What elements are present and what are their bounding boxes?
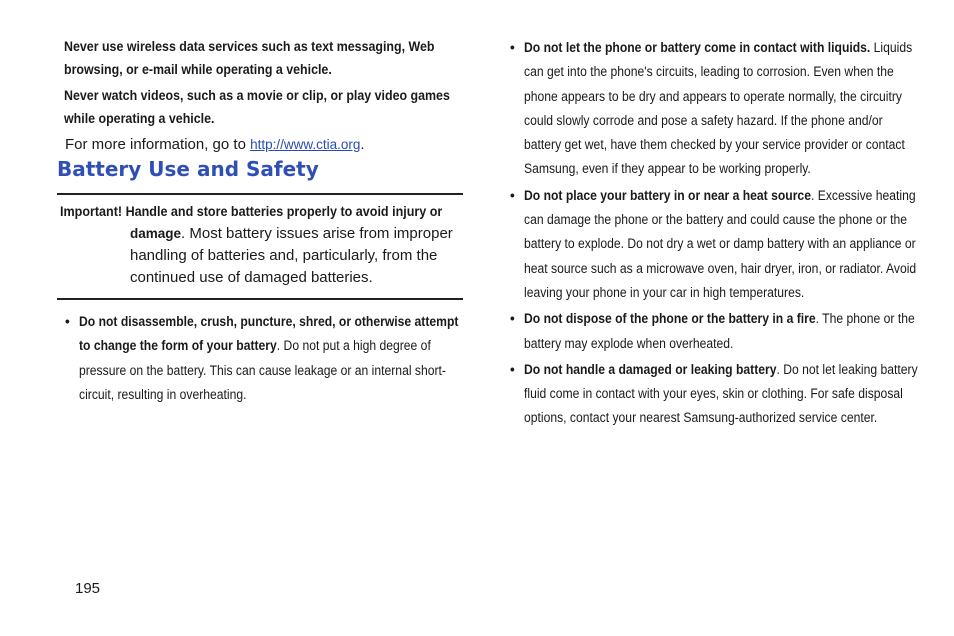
list-item <box>510 36 913 182</box>
bullet-title: Do not handle a damaged or leaking battery <box>524 361 777 377</box>
bullet-title: Do not place your battery in or near a heat source <box>524 187 811 203</box>
bullet-body: . Do not let leaking battery fluid come in contact with your eyes, skin or clothing. For safe disposal options, contact your nearest Samsung-authorized service center. <box>524 361 918 426</box>
important-lead: Handle and store batteries properly to avoid injury or <box>125 204 443 219</box>
list-item <box>510 358 918 431</box>
important-label: Important! <box>60 204 123 219</box>
bullet-icon: • <box>510 361 515 377</box>
list-item <box>65 310 463 407</box>
left-bullet-list <box>65 310 463 407</box>
bullet-title: Do not dispose of the phone or the battery in a fire <box>524 311 816 327</box>
page-number: 195 <box>75 580 101 597</box>
important-body: . Most battery issues arise from improper handling of batteries and, particularly, from the continued use of damaged batteries. <box>130 225 453 286</box>
bullet-body: . Do not put a high degree of pressure on the battery. This can cause leakage or an internal short-circuit, resulting in overheating. <box>79 338 446 402</box>
bullet-icon: • <box>510 311 515 327</box>
list-item <box>510 307 915 356</box>
ctia-link[interactable]: http://www.ctia.org <box>250 137 361 152</box>
left-column <box>57 36 463 402</box>
warning-texting: Never use wireless data services such as text messaging, Web browsing, or e-mail while operating a vehicle. <box>64 39 435 77</box>
important-bold-tail: damage <box>130 226 182 241</box>
bullet-body: Liquids can get into the phone's circuits, leading to corrosion. Even when the phone appears to be dry and appears to operate normally, the circuitry could slowly corrode and pose a safety hazard. If the phone and/or battery get wet, have them checked by your service provider or contact Samsung, even if they appear to be working properly. <box>524 40 913 177</box>
bullet-body: . The phone or the battery may explode when overheated. <box>524 311 915 351</box>
more-info-text: For more information, go to <box>65 136 251 153</box>
right-bullet-list <box>510 36 918 431</box>
warning-videos: Never watch videos, such as a movie or clip, or play video games while operating a vehicle. <box>64 88 450 126</box>
bullet-icon: • <box>65 314 70 329</box>
right-column <box>510 36 918 433</box>
bullet-title: Do not disassemble, crush, puncture, shred, or otherwise attempt to change the form of your battery <box>79 314 459 354</box>
section-heading: Battery Use and Safety <box>57 157 319 181</box>
bullet-body: . Excessive heating can damage the phone or the battery and could cause the phone or the battery to explode. Do not dry a wet or damp battery with an appliance or heat source such as a microwave oven, hair dryer, iron, or radiator. Avoid leaving your phone in your car in high temperatures. <box>524 187 917 300</box>
more-info-line <box>65 134 463 156</box>
bullet-title: Do not let the phone or battery come in contact with liquids. <box>524 40 871 55</box>
important-note <box>57 193 463 300</box>
bullet-icon: • <box>510 187 515 203</box>
bullet-icon: • <box>510 40 515 55</box>
more-info-period: . <box>360 136 365 153</box>
list-item <box>510 184 917 305</box>
